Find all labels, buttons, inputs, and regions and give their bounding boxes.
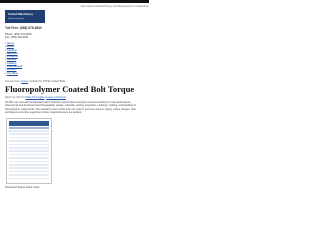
- url-text: http://www.unitedmachinery.com/fluoropolymer-coated-bolt: [80, 5, 148, 8]
- article-paragraph: ASTM is an International Standard which specifies requirements and gives recommendations for the performance, dimensional and functional interchangeability, design, materials, testing, inspection, cleaning, marking, and handling of fluoropolymer coated bolts. The standard covers studs and nuts used in pressure vessels, piping, valves, flanges, heat exchangers and other equipment where coated fasteners are applied.: [5, 101, 136, 115]
- breadcrumb: [5, 80, 65, 83]
- nav-link-products[interactable]: Products: [6, 54, 18, 59]
- toll-free-phone: Toll Free: (866) 578-9840: [5, 26, 42, 30]
- nav-link-contact[interactable]: Contact: [6, 67, 17, 72]
- comments-link[interactable]: Leave a Comment: [46, 96, 66, 99]
- article-meta: [5, 96, 66, 99]
- main-nav: [5, 42, 22, 75]
- nav-link-international[interactable]: International: [6, 64, 23, 69]
- logo-subtitle: Bolting Equipment: [8, 17, 25, 20]
- nav-link-catalog[interactable]: Catalog: [6, 47, 17, 52]
- breadcrumb-separator: /: [28, 80, 30, 83]
- breadcrumb-current: Articles for PTFE Coated Bolts: [30, 80, 66, 83]
- nav-link-home[interactable]: Home: [6, 41, 15, 45]
- nav-link-catalog-2[interactable]: Catalog: [6, 60, 17, 65]
- site-logo[interactable]: [5, 10, 45, 23]
- table-image-row: [9, 179, 49, 181]
- nav-link-blog[interactable]: Our Blog: [6, 70, 18, 75]
- article-date: March 19, 2013 by: [5, 96, 25, 99]
- meta-separator: |: [45, 96, 47, 99]
- nav-item-blog: [5, 72, 22, 75]
- browser-top-bar: [0, 0, 149, 3]
- table-image-header: [9, 121, 49, 126]
- contact-fax: Fax: (253) 234-0001: [5, 36, 29, 40]
- logo-title: United Machinery: [8, 12, 34, 16]
- nav-link-about[interactable]: About: [6, 44, 14, 49]
- torque-table-image[interactable]: [6, 118, 52, 184]
- nav-link-services[interactable]: Services: [6, 50, 18, 55]
- article-title: Fluoropolymer Coated Bolt Torque: [5, 84, 135, 94]
- download-caption: Download Torque Value Chart: [5, 186, 40, 189]
- contact-info: [5, 33, 32, 39]
- article-author-link[interactable]: Haley Pennington: [25, 96, 45, 99]
- breadcrumb-prefix: You are here:: [5, 80, 21, 83]
- contact-phone: Phone: (253) 234-0000: [5, 33, 32, 36]
- nav-link-rentals[interactable]: Rentals: [6, 57, 17, 62]
- breadcrumb-home-link[interactable]: Home: [21, 80, 29, 83]
- table-image-subheader: [9, 127, 49, 129]
